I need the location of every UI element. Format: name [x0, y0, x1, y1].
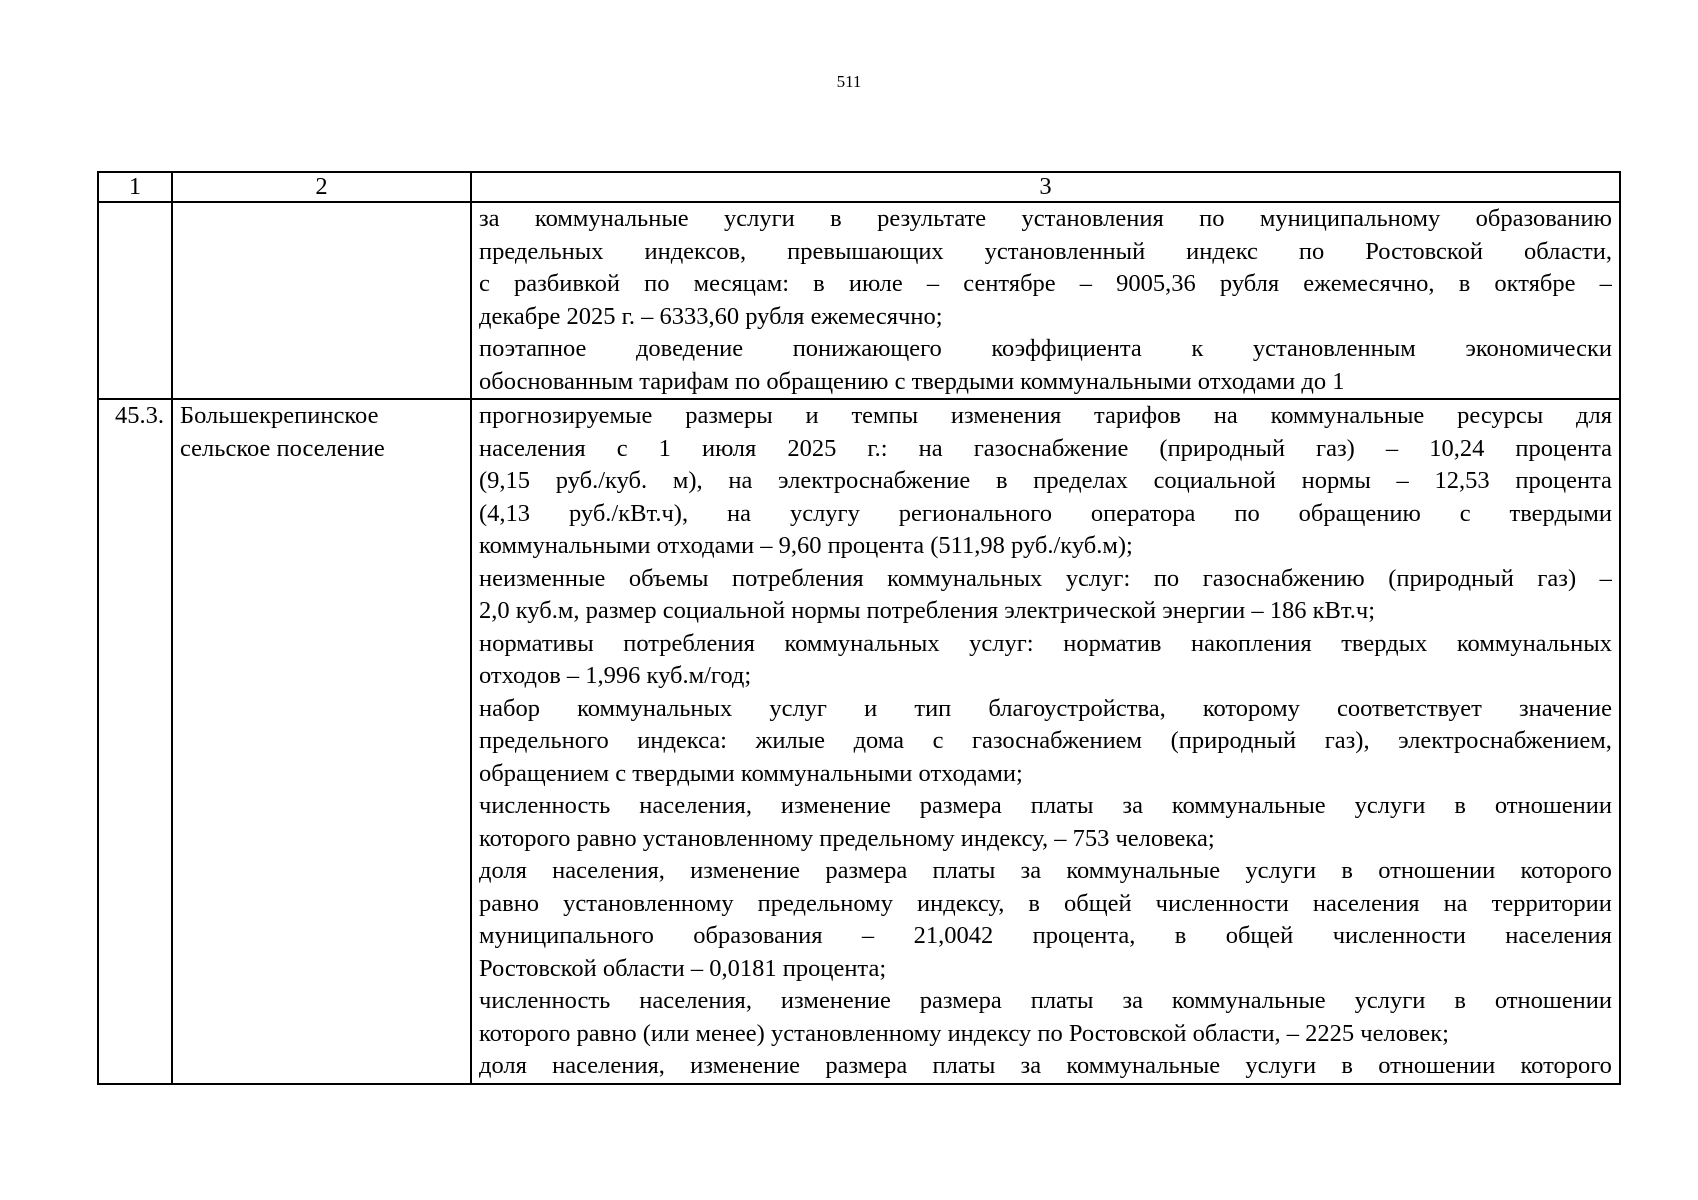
page-number: 511 — [836, 72, 862, 91]
description-line: за коммунальные услуги в результате установления по муниципальному образованию — [479, 205, 1612, 232]
table-header-row — [98, 172, 1620, 202]
description-line: доля населения, изменение размера платы за коммунальные услуги в отношении которого — [479, 857, 1612, 884]
description-line: 2,0 куб.м, размер социальной нормы потребления электрической энергии – 186 кВт.ч; — [479, 597, 1375, 624]
description-line: неизменные объемы потребления коммунальных услуг: по газоснабжению (природный газ) – — [479, 564, 1612, 592]
description-line: доля населения, изменение размера платы за коммунальные услуги в отношении которого — [479, 1052, 1612, 1079]
settlement-name-line: сельское поселение — [180, 434, 385, 462]
description-line: обращением с твердыми коммунальными отходами; — [479, 759, 1023, 787]
description-line: которого равно (или менее) установленному индексу по Ростовской области, – 2225 человек; — [479, 1019, 1449, 1047]
column-header-3: 3 — [471, 172, 1620, 202]
description-line: коммунальными отходами – 9,60 процента (511,98 руб./куб.м); — [479, 532, 1133, 559]
settlement-name-cell — [172, 202, 471, 399]
description-line: равно установленному предельному индексу, в общей численности населения на территории — [479, 889, 1612, 917]
description-line: обоснованным тарифам по обращению с твердыми коммунальными отходами до 1 — [479, 367, 1345, 395]
description-cell — [471, 399, 1620, 1084]
row-number-cell — [98, 202, 172, 399]
description-line: муниципального образования – 21,0042 процента, в общей численности населения — [479, 922, 1612, 949]
description-line: Ростовской области – 0,0181 процента; — [479, 954, 887, 982]
description-line: (9,15 руб./куб. м), на электроснабжение в пределах социальной нормы – 12,53 процента — [479, 467, 1612, 494]
description-line: численность населения, изменение размера платы за коммунальные услуги в отношении — [479, 792, 1612, 819]
settlement-name-line: Большекрепинское — [180, 402, 379, 429]
description-line: численность населения, изменение размера платы за коммунальные услуги в отношении — [479, 987, 1612, 1014]
description-line: отходов – 1,996 куб.м/год; — [479, 662, 752, 689]
table-row — [98, 399, 1620, 1084]
description-line: декабре 2025 г. – 6333,60 рубля ежемесячно; — [479, 302, 943, 330]
tariff-table — [97, 171, 1621, 1085]
table-body — [98, 172, 1620, 1084]
description-line: предельных индексов, превышающих установленный индекс по Ростовской области, — [479, 237, 1612, 265]
description-line: прогнозируемые размеры и темпы изменения тарифов на коммунальные ресурсы для — [479, 402, 1612, 429]
description-line: населения с 1 июля 2025 г.: на газоснабжение (природный газ) – 10,24 процента — [479, 434, 1612, 462]
description-line: набор коммунальных услуг и тип благоустройства, которому соответствует значение — [479, 694, 1612, 722]
column-header-1: 1 — [98, 172, 172, 202]
column-header-2: 2 — [172, 172, 471, 202]
description-line: предельного индекса: жилые дома с газоснабжением (природный газ), электроснабжением, — [479, 727, 1612, 754]
settlement-name-cell — [172, 399, 471, 1084]
description-line: (4,13 руб./кВт.ч), на услугу регионального оператора по обращению с твердыми — [479, 499, 1612, 527]
description-line: с разбивкой по месяцам: в июле – сентябре – 9005,36 рубля ежемесячно, в октябре – — [479, 270, 1612, 297]
description-line: поэтапное доведение понижающего коэффициента к установленным экономически — [479, 335, 1612, 362]
description-line: которого равно установленному предельному индексу, – 753 человека; — [479, 824, 1215, 852]
row-number-cell: 45.3. — [98, 399, 172, 1084]
table-row — [98, 202, 1620, 399]
description-line: нормативы потребления коммунальных услуг: норматив накопления твердых коммунальных — [479, 629, 1612, 657]
description-cell — [471, 202, 1620, 399]
